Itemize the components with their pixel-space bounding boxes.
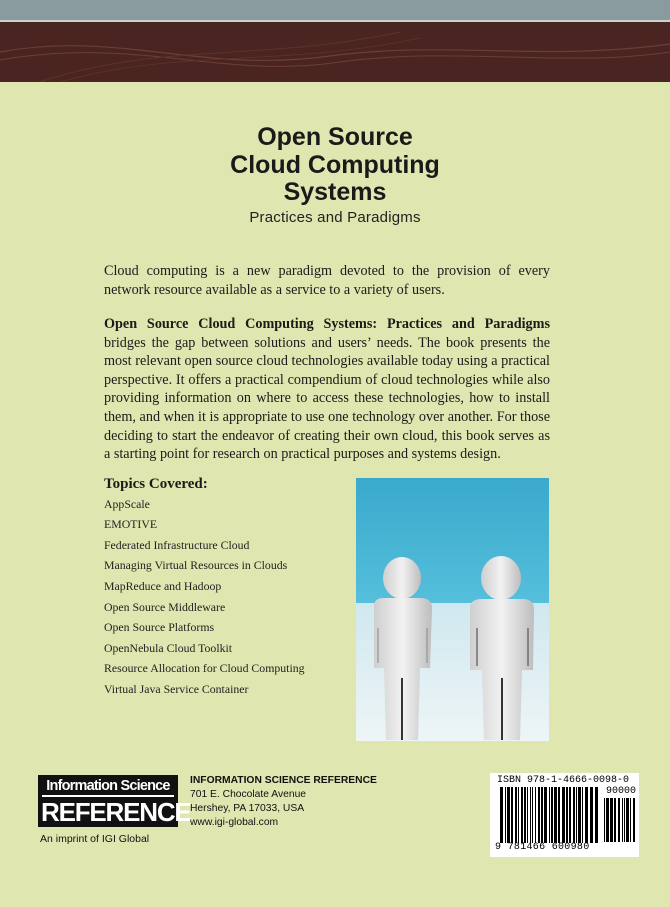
publisher-address-line-1: 701 E. Chocolate Avenue (190, 789, 307, 800)
cover-photo-two-figures (356, 478, 549, 741)
topic-item: Resource Allocation for Cloud Computing (104, 661, 305, 675)
description-paragraph-1: Cloud computing is a new paradigm devoted to the provision of every network resource available as a service to a variety of users. (104, 263, 550, 298)
topic-item: MapReduce and Hadoop (104, 579, 222, 593)
topic-item: OpenNebula Cloud Toolkit (104, 641, 233, 655)
decorative-header-band (0, 22, 670, 82)
description-body: bridges the gap between solutions and users’ needs. The book presents the most relevant open source cloud technologies available today using a practical perspective. It offers a practical compendium of cloud technologies while also providing information on where to access these technologies, how to install them, and when it is appropriate to use one technology over another. For those deciding to start the endeavor of creating their own cloud, this book serves as a starting point for research on practical purposes and systems design. (104, 334, 550, 463)
price-code: 90000 (606, 786, 637, 797)
imprint-text: An imprint of IGI Global (40, 833, 150, 845)
description-paragraph-2 (104, 315, 550, 464)
topic-item: EMOTIVE (104, 517, 158, 531)
topic-item: Federated Infrastructure Cloud (104, 538, 250, 552)
book-subtitle: Practices and Paradigms (249, 209, 421, 226)
book-title-line-1: Open Source (257, 123, 413, 151)
book-title-line-3: Systems (283, 178, 387, 206)
topic-item: AppScale (104, 497, 150, 511)
topics-heading: Topics Covered: (104, 476, 208, 492)
addon-barcode (604, 798, 636, 842)
ean-barcode (500, 787, 600, 843)
publisher-website: www.igi-global.com (190, 817, 279, 828)
publisher-logo (38, 775, 191, 827)
topic-item: Open Source Platforms (104, 620, 215, 634)
top-border-strip (0, 0, 670, 22)
publisher-name: INFORMATION SCIENCE REFERENCE (190, 775, 377, 786)
publisher-address-line-2: Hershey, PA 17033, USA (190, 803, 305, 814)
barcode-digits: 9 781466 600980 (495, 842, 590, 853)
book-title-line-2: Cloud Computing (230, 151, 440, 179)
logo-line-1: Information Science (42, 778, 174, 797)
topic-item: Virtual Java Service Container (104, 682, 249, 696)
description-book-title: Open Source Cloud Computing Systems: Practices and Paradigms (104, 316, 550, 332)
isbn-label: ISBN 978-1-4666-0098-0 (497, 775, 630, 786)
topic-item: Managing Virtual Resources in Clouds (104, 558, 288, 572)
topic-item: Open Source Middleware (104, 600, 226, 614)
logo-line-2: REFERENCE (41, 797, 191, 827)
